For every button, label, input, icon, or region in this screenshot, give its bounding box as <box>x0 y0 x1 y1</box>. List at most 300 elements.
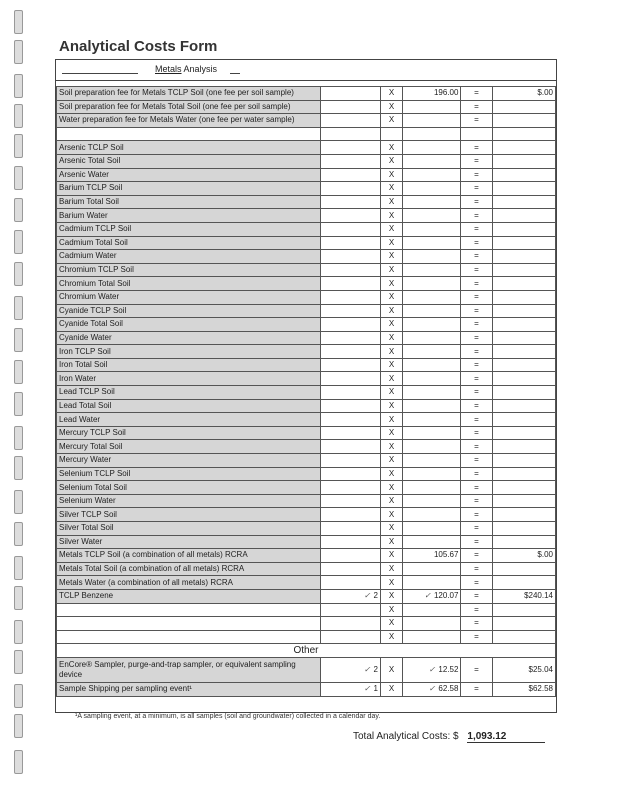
equals-cell <box>461 114 492 128</box>
quantity-cell <box>320 127 380 141</box>
table-row <box>57 87 556 101</box>
line-total-cell <box>492 508 555 522</box>
analyte-cell <box>57 508 321 522</box>
binder-hole <box>14 10 23 34</box>
quantity-cell <box>320 358 380 372</box>
equals-cell-text: = <box>474 210 479 220</box>
line-total-cell <box>492 358 555 372</box>
equals-cell-text: = <box>474 115 479 125</box>
line-total-cell <box>492 250 555 264</box>
binder-hole <box>14 650 23 674</box>
unit-price-cell <box>403 195 461 209</box>
unit-price-cell <box>403 154 461 168</box>
analyte-cell <box>57 250 321 264</box>
equals-cell <box>461 535 492 549</box>
quantity-cell <box>320 290 380 304</box>
table-row <box>57 182 556 196</box>
analyte-cell-text: Cyanide TCLP Soil <box>59 305 127 315</box>
analyte-cell-text: EnCore® Sampler, purge-and-trap sampler, or equivalent sampling device <box>59 659 296 679</box>
table-row <box>57 386 556 400</box>
equals-cell <box>461 657 492 682</box>
unit-price-cell <box>403 236 461 250</box>
analyte-cell <box>57 318 321 332</box>
multiply-cell-text: X <box>388 169 395 179</box>
multiply-cell-text: X <box>388 618 395 628</box>
multiply-cell <box>380 358 402 372</box>
multiply-cell <box>380 454 402 468</box>
quantity-cell <box>320 386 380 400</box>
table-row <box>57 589 556 603</box>
multiply-cell <box>380 182 402 196</box>
line-total-cell-text: $25.04 <box>528 664 553 674</box>
binder-hole <box>14 74 23 98</box>
equals-cell-text: = <box>474 183 479 193</box>
unit-price-cell-text: 105.67 <box>433 550 459 560</box>
multiply-cell <box>380 290 402 304</box>
multiply-cell <box>380 304 402 318</box>
binder-hole <box>14 586 23 610</box>
binder-hole <box>14 522 23 546</box>
analyte-cell <box>57 386 321 400</box>
line-total-cell <box>492 304 555 318</box>
equals-cell-text: = <box>474 509 479 519</box>
table-row <box>57 127 556 141</box>
equals-cell <box>461 154 492 168</box>
unit-price-cell <box>403 209 461 223</box>
multiply-cell-text: X <box>388 509 395 519</box>
line-total-cell <box>492 576 555 590</box>
multiply-cell-text: X <box>388 441 395 451</box>
analyte-cell <box>57 168 321 182</box>
checkmark-icon: ✓ <box>428 684 436 694</box>
equals-cell-text: = <box>474 332 479 342</box>
unit-price-cell <box>403 87 461 101</box>
multiply-cell-text: X <box>388 564 395 574</box>
multiply-cell <box>380 263 402 277</box>
line-total-cell <box>492 209 555 223</box>
unit-price-cell <box>403 535 461 549</box>
table-row <box>57 209 556 223</box>
binder-hole <box>14 556 23 580</box>
unit-price-cell <box>403 386 461 400</box>
multiply-cell <box>380 331 402 345</box>
header-blank-line <box>62 73 138 74</box>
equals-cell-text: = <box>474 305 479 315</box>
quantity-cell <box>320 87 380 101</box>
quantity-cell <box>320 440 380 454</box>
unit-price-cell <box>403 141 461 155</box>
line-total-cell <box>492 522 555 536</box>
binder-hole <box>14 360 23 384</box>
equals-cell-text: = <box>474 156 479 166</box>
equals-cell-text: = <box>474 346 479 356</box>
quantity-cell <box>320 454 380 468</box>
analyte-cell-text: Iron Water <box>59 373 97 383</box>
line-total-cell <box>492 603 555 617</box>
equals-cell <box>461 494 492 508</box>
line-total-cell <box>492 426 555 440</box>
equals-cell <box>461 617 492 631</box>
checkmark-icon: ✓ <box>363 684 371 694</box>
binder-hole <box>14 104 23 128</box>
analyte-cell-text: Barium Total Soil <box>59 197 119 207</box>
multiply-cell <box>380 154 402 168</box>
multiply-cell-text: X <box>388 156 395 166</box>
equals-cell-text: = <box>474 319 479 329</box>
analyte-cell <box>57 372 321 386</box>
analyte-cell <box>57 154 321 168</box>
analyte-cell <box>57 399 321 413</box>
multiply-cell-text: X <box>388 536 395 546</box>
analyte-cell-text: Iron Total Soil <box>59 360 108 370</box>
analyte-cell <box>57 617 321 631</box>
cost-table <box>56 86 556 697</box>
line-total-cell <box>492 87 555 101</box>
quantity-cell <box>320 576 380 590</box>
table-row <box>57 345 556 359</box>
quantity-cell <box>320 426 380 440</box>
equals-cell <box>461 209 492 223</box>
multiply-cell-text: X <box>388 101 395 111</box>
multiply-cell-text: X <box>388 224 395 234</box>
equals-cell <box>461 127 492 141</box>
table-row <box>57 263 556 277</box>
equals-cell-text: = <box>474 455 479 465</box>
equals-cell-text: = <box>474 278 479 288</box>
table-row <box>57 222 556 236</box>
analyte-cell-text: Cadmium Water <box>59 251 117 261</box>
analyte-cell <box>57 114 321 128</box>
analyte-cell-text: Mercury Water <box>59 455 112 465</box>
unit-price-cell <box>403 467 461 481</box>
table-row <box>57 481 556 495</box>
multiply-cell-text: X <box>388 373 395 383</box>
table-row <box>57 413 556 427</box>
multiply-cell-text: X <box>388 400 395 410</box>
multiply-cell <box>380 682 402 696</box>
quantity-cell <box>320 603 380 617</box>
unit-price-cell <box>403 576 461 590</box>
equals-cell-text: = <box>474 265 479 275</box>
quantity-cell <box>320 141 380 155</box>
analyte-cell-text: Barium Water <box>59 210 108 220</box>
analyte-cell <box>57 576 321 590</box>
binder-hole <box>14 620 23 644</box>
table-row <box>57 318 556 332</box>
unit-price-cell <box>403 290 461 304</box>
unit-price-cell <box>403 589 461 603</box>
table-row <box>57 399 556 413</box>
equals-cell <box>461 358 492 372</box>
multiply-cell-text: X <box>388 591 395 601</box>
analyte-cell <box>57 657 321 682</box>
binder-hole <box>14 456 23 480</box>
quantity-cell <box>320 100 380 114</box>
equals-cell <box>461 399 492 413</box>
quantity-cell <box>320 522 380 536</box>
unit-price-cell <box>403 182 461 196</box>
table-row <box>57 535 556 549</box>
table-row <box>57 195 556 209</box>
quantity-cell <box>320 318 380 332</box>
quantity-cell <box>320 277 380 291</box>
equals-cell <box>461 236 492 250</box>
line-total-cell-text: $240.14 <box>524 591 553 601</box>
line-total-cell <box>492 168 555 182</box>
multiply-cell <box>380 494 402 508</box>
multiply-cell <box>380 168 402 182</box>
line-total-cell <box>492 127 555 141</box>
table-row <box>57 440 556 454</box>
binder-hole <box>14 230 23 254</box>
analyte-cell <box>57 236 321 250</box>
table-row <box>57 290 556 304</box>
equals-cell-text: = <box>474 523 479 533</box>
multiply-cell <box>380 209 402 223</box>
equals-cell <box>461 481 492 495</box>
equals-cell <box>461 426 492 440</box>
multiply-cell-text: X <box>388 115 395 125</box>
quantity-cell <box>320 562 380 576</box>
equals-cell <box>461 372 492 386</box>
multiply-cell <box>380 522 402 536</box>
quantity-cell <box>320 413 380 427</box>
equals-cell-text: = <box>474 373 479 383</box>
multiply-cell <box>380 277 402 291</box>
unit-price-cell <box>403 682 461 696</box>
table-row <box>57 100 556 114</box>
table-row <box>57 168 556 182</box>
quantity-cell <box>320 263 380 277</box>
unit-price-cell <box>403 440 461 454</box>
multiply-cell-text: X <box>388 278 395 288</box>
quantity-cell <box>320 467 380 481</box>
analyte-cell-text: Silver TCLP Soil <box>59 509 117 519</box>
unit-price-cell <box>403 481 461 495</box>
binder-hole <box>14 684 23 708</box>
analyte-cell <box>57 426 321 440</box>
binder-hole <box>14 750 23 774</box>
multiply-cell <box>380 467 402 481</box>
analyte-cell-text: Chromium Water <box>59 292 120 302</box>
analyte-cell <box>57 630 321 644</box>
line-total-cell <box>492 195 555 209</box>
equals-cell <box>461 277 492 291</box>
footnote: ¹A sampling event, at a minimum, is all samples (soil and groundwater) collected in a calendar day. <box>75 713 381 720</box>
analyte-cell <box>57 345 321 359</box>
multiply-cell <box>380 508 402 522</box>
line-total-cell-text: $.00 <box>537 88 553 98</box>
multiply-cell <box>380 562 402 576</box>
unit-price-cell <box>403 603 461 617</box>
equals-cell-text: = <box>474 618 479 628</box>
line-total-cell <box>492 154 555 168</box>
table-row <box>57 426 556 440</box>
binder-hole <box>14 166 23 190</box>
equals-cell <box>461 467 492 481</box>
quantity-cell <box>320 114 380 128</box>
table-row <box>57 236 556 250</box>
multiply-cell-text: X <box>388 550 395 560</box>
table-row <box>57 562 556 576</box>
equals-cell-text: = <box>474 88 479 98</box>
table-row <box>57 277 556 291</box>
analyte-cell <box>57 127 321 141</box>
equals-cell-text: = <box>474 604 479 614</box>
multiply-cell <box>380 440 402 454</box>
checkmark-icon: ✓ <box>363 664 371 674</box>
quantity-cell <box>320 617 380 631</box>
quantity-cell <box>320 168 380 182</box>
checkmark-icon: ✓ <box>424 591 431 601</box>
equals-cell <box>461 682 492 696</box>
equals-cell-text: = <box>474 496 479 506</box>
unit-price-cell <box>403 331 461 345</box>
equals-cell <box>461 508 492 522</box>
equals-cell <box>461 318 492 332</box>
line-total-cell <box>492 682 555 696</box>
table-row <box>57 549 556 563</box>
analyte-cell <box>57 603 321 617</box>
multiply-cell <box>380 114 402 128</box>
equals-cell-text: = <box>474 360 479 370</box>
multiply-cell-text: X <box>388 664 395 674</box>
multiply-cell <box>380 141 402 155</box>
analyte-cell <box>57 454 321 468</box>
multiply-cell <box>380 657 402 682</box>
quantity-cell <box>320 494 380 508</box>
table-row <box>57 454 556 468</box>
analyte-cell <box>57 535 321 549</box>
analyte-cell-text: Selenium Total Soil <box>59 482 127 492</box>
quantity-cell <box>320 549 380 563</box>
quantity-cell <box>320 182 380 196</box>
multiply-cell-text: X <box>388 632 395 642</box>
line-total-cell <box>492 100 555 114</box>
multiply-cell <box>380 549 402 563</box>
binder-hole <box>14 40 23 64</box>
multiply-cell <box>380 236 402 250</box>
equals-cell-text: = <box>474 468 479 478</box>
quantity-cell <box>320 372 380 386</box>
analyte-cell <box>57 481 321 495</box>
unit-price-cell <box>403 657 461 682</box>
unit-price-cell <box>403 508 461 522</box>
line-total-cell <box>492 589 555 603</box>
quantity-cell <box>320 236 380 250</box>
multiply-cell <box>380 576 402 590</box>
analyte-cell <box>57 182 321 196</box>
multiply-cell <box>380 399 402 413</box>
unit-price-cell <box>403 345 461 359</box>
unit-price-cell <box>403 562 461 576</box>
multiply-cell-text: X <box>388 414 395 424</box>
equals-cell-text: = <box>474 400 479 410</box>
equals-cell <box>461 331 492 345</box>
analyte-cell-text: Silver Total Soil <box>59 523 114 533</box>
multiply-cell <box>380 589 402 603</box>
quantity-cell-text: 1 <box>373 684 378 694</box>
total-label: Total Analytical Costs: <box>353 731 451 742</box>
analyte-cell-text: Cyanide Total Soil <box>59 319 123 329</box>
multiply-cell-text: X <box>388 210 395 220</box>
analyte-cell-text: Mercury TCLP Soil <box>59 428 126 438</box>
table-row <box>57 508 556 522</box>
equals-cell-text: = <box>474 414 479 424</box>
binder-hole <box>14 490 23 514</box>
line-total-cell <box>492 657 555 682</box>
equals-cell <box>461 413 492 427</box>
equals-cell <box>461 87 492 101</box>
multiply-cell-text: X <box>388 360 395 370</box>
equals-cell-text: = <box>474 564 479 574</box>
unit-price-cell <box>403 250 461 264</box>
line-total-cell <box>492 399 555 413</box>
line-total-cell <box>492 277 555 291</box>
equals-cell <box>461 168 492 182</box>
unit-price-cell <box>403 277 461 291</box>
equals-cell-text: = <box>474 237 479 247</box>
unit-price-cell-text: 62.58 <box>438 684 459 694</box>
table-row <box>57 154 556 168</box>
binder-hole <box>14 328 23 352</box>
multiply-cell <box>380 222 402 236</box>
line-total-cell <box>492 481 555 495</box>
line-total-cell <box>492 562 555 576</box>
line-total-cell <box>492 114 555 128</box>
analyte-cell-text: Metals Water (a combination of all metals) RCRA <box>59 577 233 587</box>
analyte-cell-text: Cyanide Water <box>59 332 112 342</box>
unit-price-cell <box>403 304 461 318</box>
multiply-cell <box>380 195 402 209</box>
equals-cell <box>461 454 492 468</box>
line-total-cell-text: $.00 <box>537 550 553 560</box>
analyte-cell-text: Iron TCLP Soil <box>59 346 111 356</box>
unit-price-cell-text: 120.07 <box>433 591 459 601</box>
line-total-cell <box>492 222 555 236</box>
line-total-cell-text: $62.58 <box>528 684 553 694</box>
total-costs <box>353 731 545 743</box>
multiply-cell-text: X <box>388 684 395 694</box>
multiply-cell-text: X <box>388 142 395 152</box>
equals-cell-text: = <box>474 577 479 587</box>
checkmark-icon: ✓ <box>428 664 436 674</box>
unit-price-cell <box>403 127 461 141</box>
quantity-cell <box>320 195 380 209</box>
unit-price-cell <box>403 494 461 508</box>
table-row <box>57 494 556 508</box>
multiply-cell-text: X <box>388 183 395 193</box>
equals-cell <box>461 141 492 155</box>
table-row <box>57 467 556 481</box>
equals-cell-text: = <box>474 101 479 111</box>
multiply-cell-text: X <box>388 265 395 275</box>
analyte-cell-text: Arsenic TCLP Soil <box>59 142 124 152</box>
line-total-cell <box>492 290 555 304</box>
analyte-cell-text: Mercury Total Soil <box>59 441 123 451</box>
table-row <box>57 630 556 644</box>
analyte-cell <box>57 494 321 508</box>
analyte-cell-text: Soil preparation fee for Metals Total Soil (one fee per soil sample) <box>59 101 291 111</box>
table-row <box>57 304 556 318</box>
equals-cell <box>461 630 492 644</box>
multiply-cell-text: X <box>388 468 395 478</box>
line-total-cell <box>492 386 555 400</box>
analyte-cell-text: Arsenic Total Soil <box>59 156 121 166</box>
quantity-cell <box>320 345 380 359</box>
multiply-cell-text: X <box>388 577 395 587</box>
quantity-cell-text: 2 <box>373 664 378 674</box>
